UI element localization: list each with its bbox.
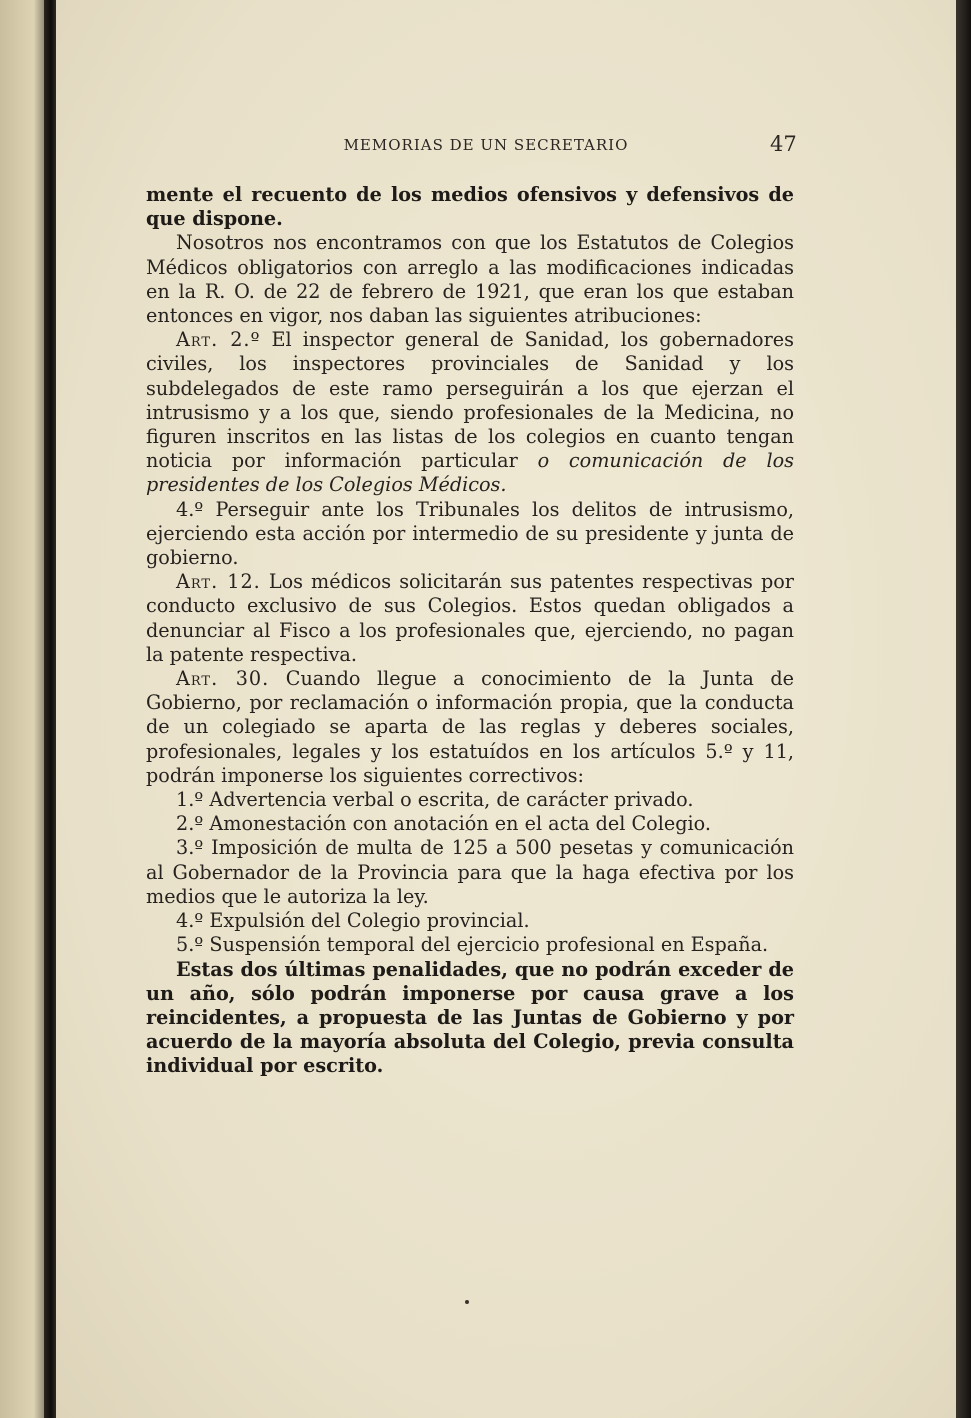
- page-number: 47: [770, 132, 797, 156]
- article-label: Art. 12.: [176, 570, 261, 594]
- paragraph-art-2: [146, 328, 794, 497]
- article-text: Cuando llegue a conocimiento de la Junta de Gobierno, por reclamación o información propia, que la conducta de un colegiado se aparta de las reglas y deberes sociales, profesionales, legales y los estatuídos en los artículos 5.º y 11, podrán imponerse los siguientes correctivos:: [146, 667, 794, 787]
- page-speck: [465, 1300, 469, 1304]
- list-item-1: 1.º Advertencia verbal o escrita, de carácter privado.: [176, 788, 694, 812]
- article-label: Art. 30.: [176, 667, 270, 691]
- paragraph-continuation: mente el recuento de los medios ofensivos y defensivos de que dispone.: [146, 183, 794, 231]
- list-item-4: 4.º Expulsión del Colegio provincial.: [176, 909, 530, 933]
- paragraph-item-4: 4.º Perseguir ante los Tribunales los delitos de intrusismo, ejerciendo esta acción por intermedio de su presidente y junta de gobierno.: [146, 497, 794, 570]
- paragraph-art-12: [146, 570, 794, 667]
- list-item-5: 5.º Suspensión temporal del ejercicio profesional en España.: [176, 933, 769, 957]
- body-text: [146, 183, 794, 1079]
- paragraph-art-30: [146, 667, 794, 788]
- paragraph-intro: Nosotros nos encontramos con que los Estatutos de Colegios Médicos obligatorios con arreglo a las modificaciones indicadas en la R. O. de 22 de febrero de 1921, que eran los que estaban entonces en vigor, nos daban las siguientes atribuciones:: [146, 231, 794, 328]
- article-italic-text: o comunicación de los presidentes de los Colegios Médicos.: [146, 449, 794, 497]
- article-label: Art. 2.º: [176, 328, 261, 352]
- right-page-edge: [956, 0, 971, 1418]
- article-text: El inspector general de Sanidad, los gobernadores civiles, los inspectores provinciales de Sanidad y los subdelegados de este ramo perseguirán a los que ejerzan el intrusismo y a los que, siendo profesionales de la Medicina, no figuren inscritos en las listas de los colegios en cuanto tengan noticia por información particular: [146, 328, 794, 473]
- paragraph-closing: Estas dos últimas penalidades, que no podrán exceder de un año, sólo podrán imponerse por causa grave a los reincidentes, a propuesta de las Juntas de Gobierno y por acuerdo de la mayoría absoluta del Colegio, previa consulta individual por escrito.: [146, 957, 794, 1078]
- running-header: MEMORIAS DE UN SECRETARIO: [343, 136, 629, 154]
- list-item-3: 3.º Imposición de multa de 125 a 500 pesetas y comunicación al Gobernador de la Provincia para que la haga efectiva por los medios que le autoriza la ley.: [146, 836, 794, 908]
- list-item-2: 2.º Amonestación con anotación en el acta del Colegio.: [176, 812, 711, 836]
- article-text: Los médicos solicitarán sus patentes respectivas por conducto exclusivo de sus Colegios. Estos quedan obligados a denunciar al Fisco a los profesionales que, ejerciendo, no pagan la patente respectiva.: [146, 570, 794, 666]
- left-page-edge: [0, 0, 48, 1418]
